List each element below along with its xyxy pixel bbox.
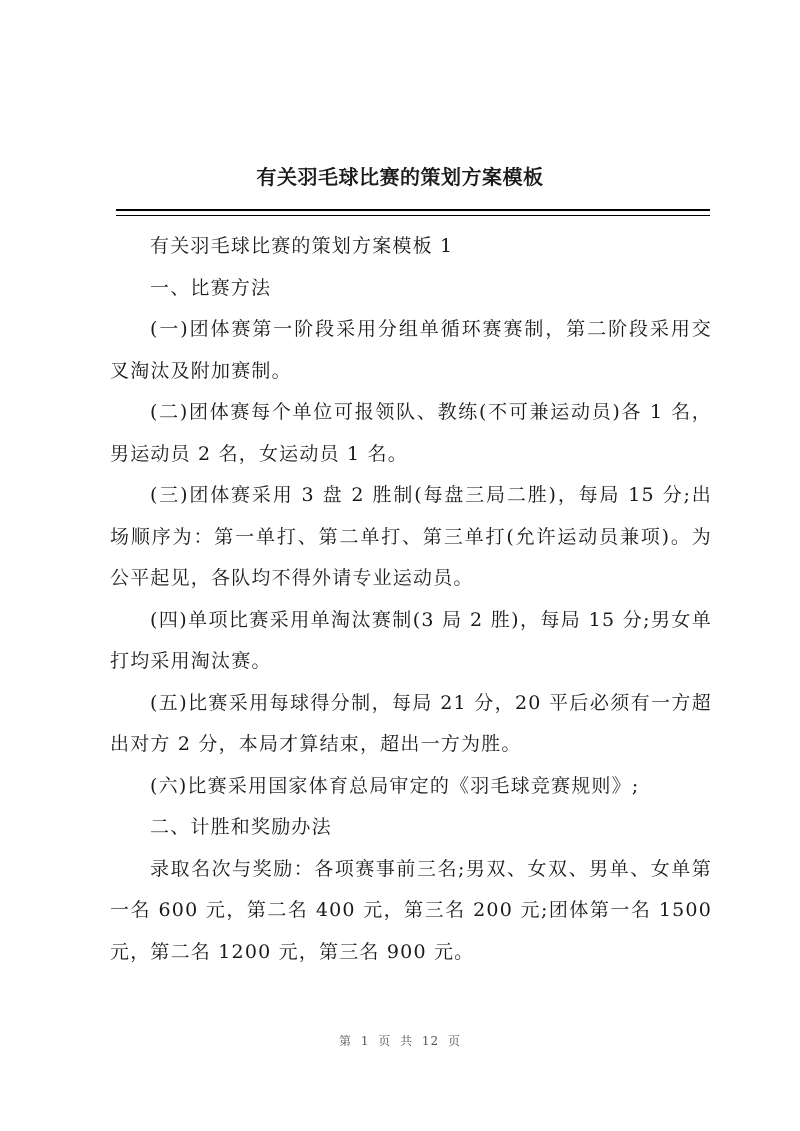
paragraph: 录取名次与奖励：各项赛事前三名;男双、女双、男单、女单第一名 600 元，第二名 400 元，第三名 200 元;团体第一名 1500 元，第二名 1200 元，第三名 900 元。	[110, 857, 712, 963]
paragraph: (六)比赛采用国家体育总局审定的《羽毛球竞赛规则》;	[150, 774, 640, 797]
section-heading: 有关羽毛球比赛的策划方案模板 1	[150, 235, 454, 257]
subsection-heading: 一、比赛方法	[150, 276, 272, 299]
document-body	[110, 226, 712, 973]
paragraph: (三)团体赛采用 3 盘 2 胜制(每盘三局二胜)，每局 15 分;出场顺序为：第一单打、第二单打、第三单打(允许运动员兼项)。为公平起见，各队均不得外请专业运动员。	[110, 484, 712, 589]
title-divider-thin	[116, 215, 710, 216]
subsection-heading: 二、计胜和奖励办法	[150, 816, 332, 838]
page-number-footer: 第 1 页 共 12 页	[339, 1034, 461, 1048]
paragraph: (四)单项比赛采用单淘汰赛制(3 局 2 胜)，每局 15 分;男女单打均采用淘汰赛。	[110, 608, 712, 672]
title-divider-thick	[116, 209, 710, 211]
document-title: 有关羽毛球比赛的策划方案模板	[256, 165, 544, 189]
paragraph: (一)团体赛第一阶段采用分组单循环赛赛制，第二阶段采用交叉淘汰及附加赛制。	[110, 318, 712, 382]
paragraph: (五)比赛采用每球得分制，每局 21 分，20 平后必须有一方超出对方 2 分，本局才算结束，超出一方为胜。	[110, 691, 712, 755]
paragraph: (二)团体赛每个单位可报领队、教练(不可兼运动员)各 1 名，男运动员 2 名，女运动员 1 名。	[110, 401, 712, 465]
